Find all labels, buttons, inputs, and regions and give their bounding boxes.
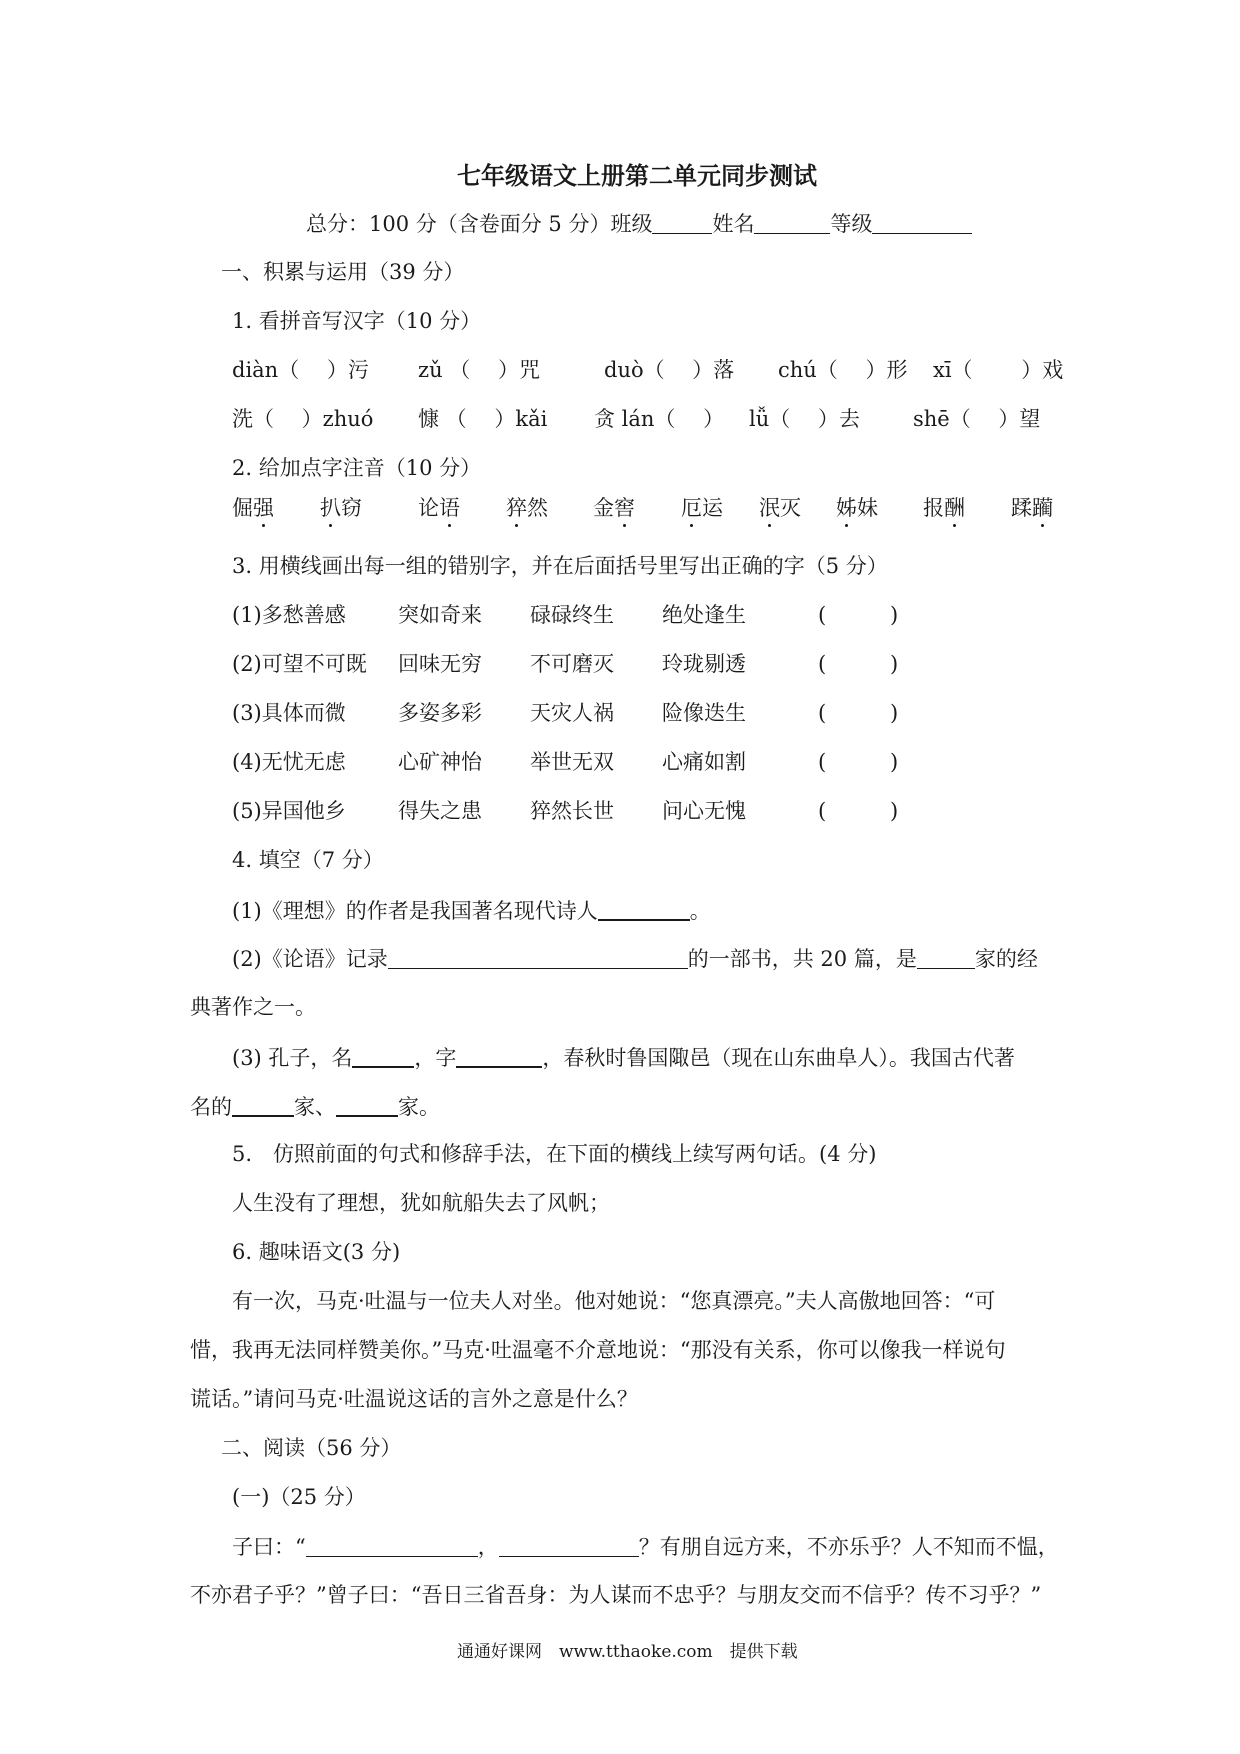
dotted-word: 倔强 [232,496,274,520]
dotted-word: 姊妹 [836,496,878,520]
paren-open: ( [818,701,827,725]
dot-char: 猝 [506,496,527,520]
passage-line-2: 不亦君子乎？”曾子曰：“吾日三省吾身：为人谋而不忠乎？与朋友交而不信乎？传不习乎？” [190,1583,1042,1607]
footer: 通通好课网 www.tthaoke.com 提供下载 [457,1642,798,1662]
school-blank[interactable] [917,948,975,969]
dot-char: 姊 [836,496,857,520]
paren-close: ) [890,750,899,774]
dotted-word: 厄运 [681,496,723,520]
dot-char: 酬 [944,496,965,520]
dot-char: 强 [253,496,274,520]
dot-char: 躏 [1032,496,1053,520]
quote-blank-2[interactable] [499,1536,639,1557]
poet-blank[interactable] [598,899,690,921]
fill-line-4: 名的 家、 家。 [190,1095,440,1119]
idiom-item: 猝然长世 [530,799,614,823]
paren-open: ( [818,603,827,627]
pinyin-item: diàn（ ）污 [232,358,369,382]
paren-close: ) [890,652,899,676]
paren-open: ( [818,750,827,774]
question-title: 1. 看拼音写汉字（10 分） [232,309,482,333]
name-blank[interactable] [754,213,830,234]
fill-line-2: (2)《论语》记录 的一部书，共 20 篇，是 家的经 [232,947,1038,971]
question-title: 6. 趣味语文(3 分) [232,1240,401,1264]
dotted-word: 猝然 [506,496,548,520]
idiom-item: 回味无穷 [398,652,482,676]
dotted-word: 泯灭 [759,496,801,520]
paren-close: ) [890,603,899,627]
dot-char: 泯 [759,496,780,520]
score-name: 姓名 [712,212,755,236]
dot-char: 厄 [681,496,702,520]
score-total: 总分：100 分（含卷面分 5 分）班级 [306,212,653,236]
role-blank-1[interactable] [232,1095,294,1117]
pinyin-item: 洗（ ）zhuó [232,407,374,431]
pinyin-item: xī（ ）戏 [933,358,1064,382]
idiom-item: 多姿多彩 [398,701,482,725]
dotted-word: 金窖 [593,496,635,520]
paragraph-line: 惜，我再无法同样赞美你。”马克·吐温毫不介意地说：“那没有关系，你可以像我一样说句 [190,1338,1006,1362]
given-name-blank[interactable] [352,1046,414,1068]
fill-line-3: (3) 孔子，名 ，字 ，春秋时鲁国陬邑（现在山东曲阜人）。我国古代著 [232,1046,1015,1070]
courtesy-name-blank[interactable] [456,1046,542,1068]
paragraph-line: 谎话。”请问马克·吐温说这话的言外之意是什么？ [190,1387,638,1411]
idiom-item: 问心无愧 [662,799,746,823]
paren-open: ( [818,799,827,823]
pinyin-item: lǚ（ ）去 [749,407,860,431]
dotted-word: 报酬 [923,496,965,520]
pinyin-item: shē（ ）望 [913,407,1041,431]
pinyin-item: 贪 lán（ ） [594,407,725,431]
pinyin-item: chú（ ）形 [778,358,908,382]
passage-line-1: 子曰：“ ， ？有朋自远方来，不亦乐乎？人不知而不愠， [232,1535,1059,1559]
grade-blank[interactable] [872,213,972,234]
pinyin-item: duò（ ）落 [604,358,735,382]
page-title: 七年级语文上册第二单元同步测试 [457,161,817,190]
idiom-item: (5)异国他乡 [232,799,346,823]
paren-open: ( [818,652,827,676]
section-heading: 二、阅读（56 分） [221,1436,402,1460]
dot-char: 语 [439,496,460,520]
idiom-item: 举世无双 [530,750,614,774]
score-grade: 等级 [830,212,873,236]
idiom-item: 得失之患 [398,799,482,823]
role-blank-2[interactable] [336,1095,398,1117]
idiom-item: (2)可望不可既 [232,652,367,676]
pinyin-item: zǔ （ ）咒 [418,358,540,382]
subsection-heading: (一)（25 分） [232,1485,366,1509]
idiom-item: 玲珑剔透 [662,652,746,676]
record-blank[interactable] [388,948,688,969]
idiom-item: 心矿神怡 [398,750,482,774]
fill-line-2b: 典著作之一。 [190,995,316,1019]
dotted-word: 扒窃 [320,496,362,520]
dotted-word: 论语 [418,496,460,520]
quote-blank-1[interactable] [306,1536,478,1557]
dot-char: 窖 [614,496,635,520]
question-title: 4. 填空（7 分） [232,848,384,872]
idiom-item: 不可磨灭 [530,652,614,676]
idiom-item: 心痛如割 [662,750,746,774]
idiom-item: 险像迭生 [662,701,746,725]
idiom-item: 天灾人祸 [530,701,614,725]
idiom-item: (1)多愁善感 [232,603,346,627]
paren-close: ) [890,799,899,823]
idiom-item: (3)具体而微 [232,701,346,725]
dot-char: 扒 [320,496,341,520]
question-title: 5. 仿照前面的句式和修辞手法，在下面的横线上续写两句话。(4 分) [232,1142,877,1166]
idiom-item: 碌碌终生 [530,603,614,627]
idiom-item: (4)无忧无虑 [232,750,346,774]
paragraph-line: 有一次，马克·吐温与一位夫人对坐。他对她说：“您真漂亮。”夫人高傲地回答：“可 [232,1289,996,1313]
question-title: 2. 给加点字注音（10 分） [232,456,482,480]
idiom-item: 绝处逢生 [662,603,746,627]
example-sentence: 人生没有了理想，犹如航船失去了风帆； [232,1191,610,1215]
score-line [306,213,972,235]
idiom-item: 突如奇来 [398,603,482,627]
fill-line-1: (1)《理想》的作者是我国著名现代诗人 。 [232,899,711,923]
class-blank[interactable] [652,213,712,234]
question-title: 3. 用横线画出每一组的错别字，并在后面括号里写出正确的字（5 分） [232,554,888,578]
dotted-word: 蹂躏 [1011,496,1053,520]
section-heading: 一、积累与运用（39 分） [221,260,465,284]
paren-close: ) [890,701,899,725]
pinyin-item: 慷 （ ）kǎi [418,407,548,431]
